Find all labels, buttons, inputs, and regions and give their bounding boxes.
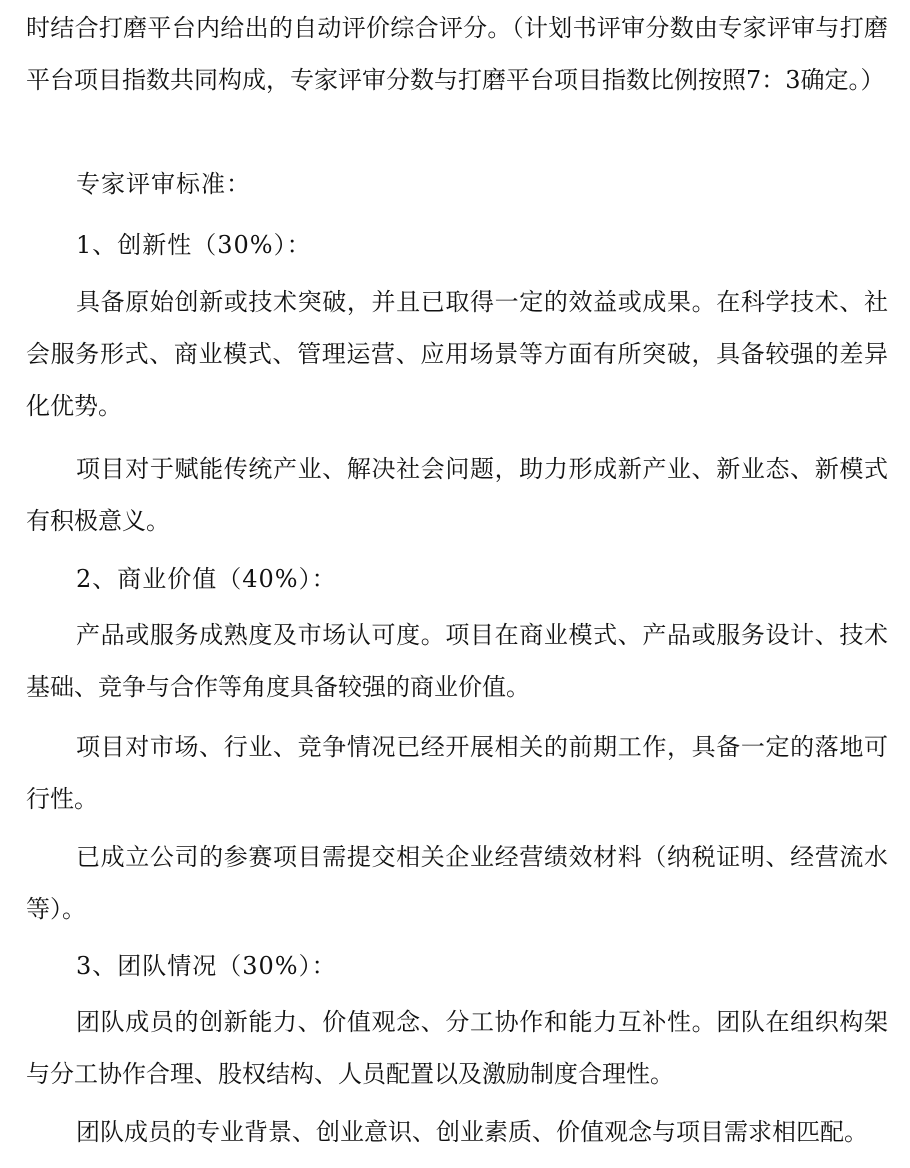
- paragraph-innovation-1: 具备原始创新或技术突破，并且已取得一定的效益或成果。在科学技术、社会服务形式、商业模式、管理运营、应用场景等方面有所突破，具备较强的差异化优势。: [26, 288, 888, 420]
- heading-innovation: 1、创新性（30%）：: [76, 231, 312, 259]
- paragraph-innovation-2: 项目对于赋能传统产业、解决社会问题，助力形成新产业、新业态、新模式有积极意义。: [26, 455, 888, 535]
- paragraph-commercial-1: 产品或服务成熟度及市场认可度。项目在商业模式、产品或服务设计、技术基础、竞争与合作等角度具备较强的商业价值。: [26, 621, 888, 701]
- paragraph-commercial-3: 已成立公司的参赛项目需提交相关企业经营绩效材料（纳税证明、经营流水等）。: [26, 843, 888, 923]
- paragraph-team-2: 团队成员的专业背景、创业意识、创业素质、价值观念与项目需求相匹配。: [76, 1118, 868, 1146]
- paragraph-team-1: 团队成员的创新能力、价值观念、分工协作和能力互补性。团队在组织构架与分工协作合理、股权结构、人员配置以及激励制度合理性。: [26, 1008, 888, 1088]
- heading-team: 3、团队情况（30%）：: [76, 952, 337, 980]
- heading-commercial-value: 2、商业价值（40%）：: [76, 565, 337, 593]
- paragraph-commercial-2: 项目对市场、行业、竞争情况已经开展相关的前期工作，具备一定的落地可行性。: [26, 733, 888, 813]
- paragraph-scoring-note: 时结合打磨平台内给出的自动评价综合评分。（计划书评审分数由专家评审与打磨平台项目指数共同构成，专家评审分数与打磨平台项目指数比例按照7：3确定。）: [26, 14, 888, 94]
- heading-expert-criteria: 专家评审标准：: [76, 170, 251, 198]
